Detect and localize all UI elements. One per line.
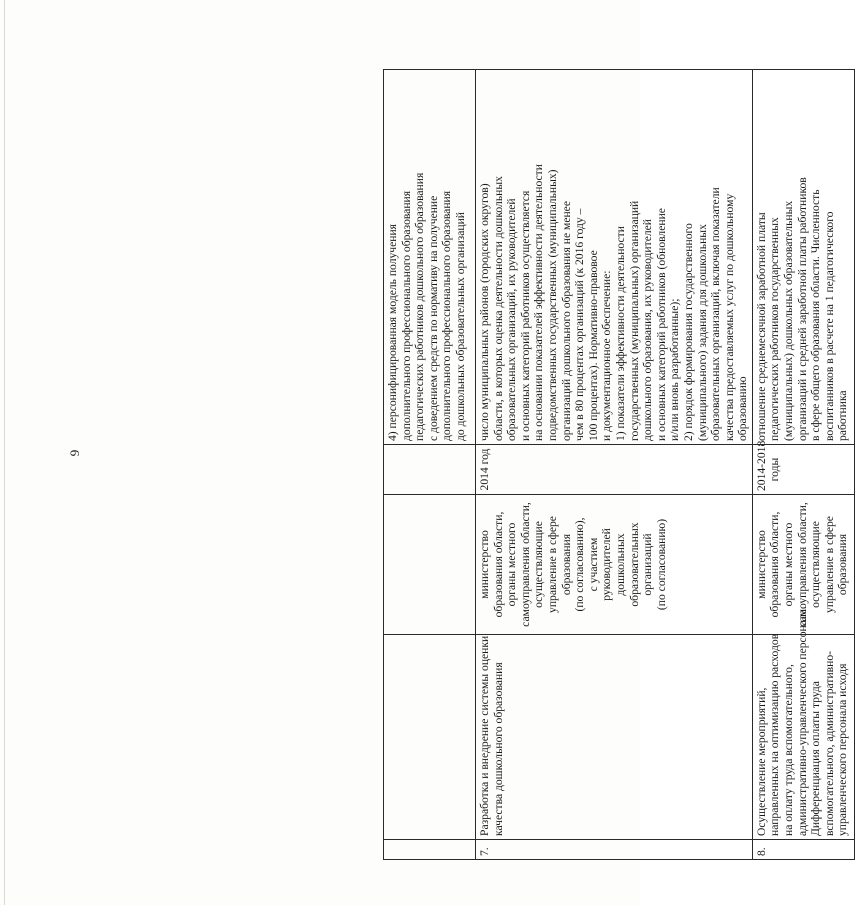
text-line: Дифференциация оплаты труда xyxy=(809,681,823,836)
text-line: 4) персонифицированная модель получения xyxy=(386,224,399,441)
text-line: самоуправления области, xyxy=(795,502,809,627)
text-line: (по согласованию), xyxy=(573,517,587,612)
responsible-cell xyxy=(752,495,854,635)
text-line: 100 процентах). Нормативно-правовое xyxy=(586,250,600,441)
text-line: Разработка и внедрение системы оценки xyxy=(478,635,491,836)
result-cell xyxy=(384,70,476,445)
text-line: образовательных xyxy=(627,522,641,607)
text-line: образованию xyxy=(736,376,750,441)
text-line: административно-управленческого персонала. xyxy=(795,606,809,836)
text-line: и основных категорий работников (обновление xyxy=(654,208,668,441)
text-line: с доведением средств по нормативу на получение xyxy=(426,195,440,441)
measure-name-cell xyxy=(476,635,753,840)
term-cell xyxy=(476,445,753,495)
text-line: образования xyxy=(836,533,850,596)
text-line: вспомогательного, административно- xyxy=(822,650,836,836)
responsible-cell xyxy=(476,495,753,635)
text-line: организаций xyxy=(641,533,655,596)
table-row xyxy=(476,70,753,860)
text-line: 2014-2018 xyxy=(754,440,768,491)
text-line: осуществляющие xyxy=(809,521,823,608)
text-line: образования xyxy=(559,533,573,596)
text-line: управленческого персонала исходя xyxy=(836,663,850,836)
text-line: дополнительного профессионального образования xyxy=(399,190,413,441)
text-line: педагогических работников дошкольного образования xyxy=(413,172,427,441)
text-line: 2) порядок формирования государственного xyxy=(681,223,695,441)
row-number-cell xyxy=(476,840,753,860)
text-line: организаций дошкольного образования не менее xyxy=(559,201,573,441)
text-line: качества предоставляемых услуг по дошкольному xyxy=(722,193,736,441)
text-line: управление в сфере xyxy=(822,516,836,613)
measures-table xyxy=(383,69,855,860)
text-line: с участием xyxy=(586,537,600,592)
term-cell xyxy=(752,440,854,495)
text-line: и основных категорий работников осуществляется xyxy=(518,190,532,441)
text-line: подведомственных государственных (муниципальных) xyxy=(545,169,559,441)
text-line: осуществляющие xyxy=(532,521,546,608)
text-line: самоуправления области, xyxy=(518,502,532,627)
text-line: годы xyxy=(768,457,782,482)
text-line: министерство xyxy=(478,530,491,599)
text-line: 2014 год xyxy=(478,448,491,491)
text-line: образования области, xyxy=(768,511,782,618)
text-line: на оплату труда вспомогательного, xyxy=(782,664,796,836)
text-line: 1) показатели эффективности деятельности xyxy=(613,226,627,441)
row-number-cell xyxy=(384,840,476,860)
responsible-cell xyxy=(384,495,476,635)
text-line: области, в которых оценка деятельности дошкольных xyxy=(491,176,505,441)
text-line: (муниципальных) дошкольных образовательных xyxy=(782,200,796,441)
text-line: органы местного xyxy=(782,522,796,607)
text-line: и документационное обеспечение: xyxy=(600,270,614,441)
text-line: дополнительного профессионального образования xyxy=(440,190,454,441)
text-line: на основании показателей эффективности деятельности xyxy=(532,164,546,441)
text-line: руководителей xyxy=(600,528,614,601)
table-row xyxy=(384,70,476,860)
row-number-cell xyxy=(752,840,854,860)
scan-edge-line xyxy=(4,0,5,905)
text-line: образовательных организаций, их руководителей xyxy=(505,198,519,441)
text-line: до дошкольных образовательных организаций xyxy=(453,212,467,441)
text-line: направленных на оптимизацию расходов xyxy=(768,633,782,836)
text-line: педагогических работников государственных xyxy=(768,217,782,441)
result-cell xyxy=(476,70,753,445)
table-row xyxy=(752,70,854,860)
page-number: 9 xyxy=(67,449,82,457)
text-line: чем в 80 процентах организаций (к 2016 году – xyxy=(573,208,587,441)
text-line: (муниципального) задания для дошкольных xyxy=(695,224,709,441)
text-line: управление в сфере xyxy=(545,516,559,613)
measure-name-cell xyxy=(384,635,476,840)
text-line: число муниципальных районов (городских округов) xyxy=(478,183,491,441)
text-line: (по согласованию) xyxy=(654,518,668,611)
text-line: Осуществление мероприятий, xyxy=(754,687,768,836)
text-line: работника xyxy=(836,390,850,441)
term-cell xyxy=(384,445,476,495)
text-line: государственных (муниципальных) организаций xyxy=(627,200,641,441)
text-line: органы местного xyxy=(505,522,519,607)
text-line: министерство xyxy=(754,530,768,599)
text-line: воспитанников в расчете на 1 педагогического xyxy=(822,211,836,441)
text-line: в сфере общего образования области. Численность xyxy=(809,189,823,441)
measure-name-cell xyxy=(752,606,854,840)
row-number: 8. xyxy=(754,847,768,856)
result-cell xyxy=(752,70,854,445)
text-line: дошкольного образования, их руководителей xyxy=(641,219,655,441)
text-line: и/или вновь разработанные); xyxy=(668,298,682,441)
row-number: 7. xyxy=(478,847,491,856)
text-line: организаций и средней заработной платы работников xyxy=(795,177,809,441)
text-line: образовательных организаций, включая показатели xyxy=(709,187,723,441)
rotated-table-container xyxy=(383,70,850,860)
text-line: дошкольных xyxy=(613,533,627,596)
text-line: отношение среднемесячной заработной платы xyxy=(754,212,768,441)
text-line: образования области, xyxy=(491,511,505,618)
text-line: качества дошкольного образования xyxy=(491,662,505,836)
